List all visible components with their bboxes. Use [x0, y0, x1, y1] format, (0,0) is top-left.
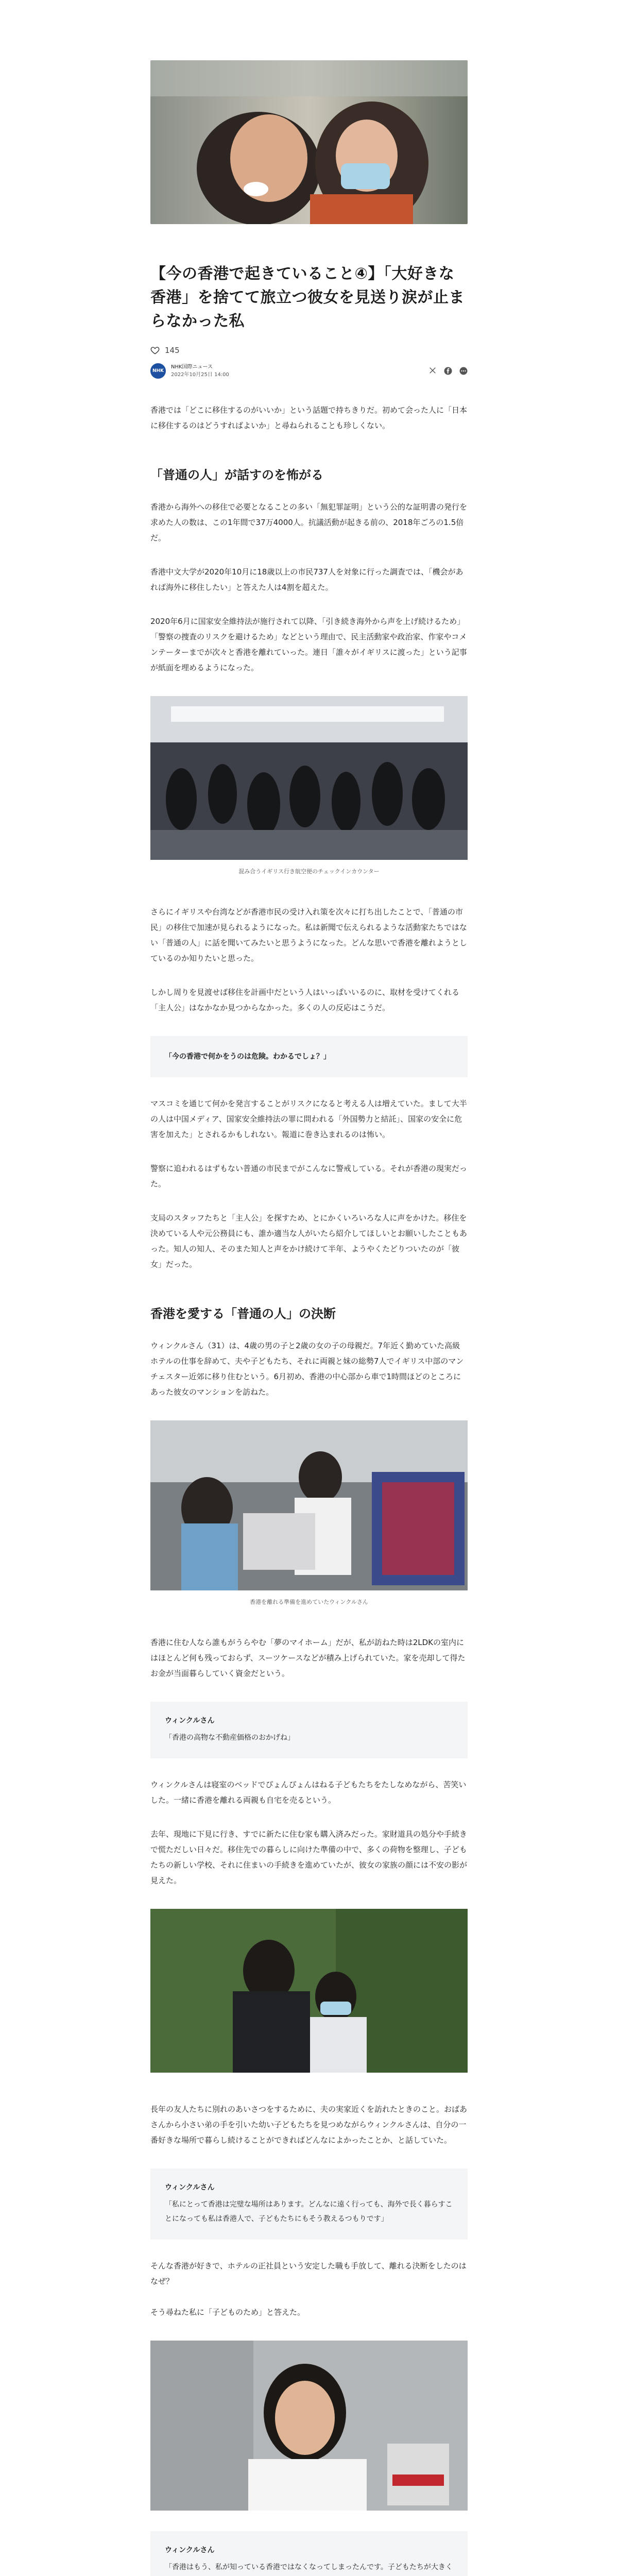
quote-speaker: ウィンクルさん [165, 2546, 215, 2554]
paragraph: 香港中文大学が2020年10月に18歳以上の市民737人を対象に行った調査では、「機会があれば海外に移住したい」と答えた人は4割を超えた。 [150, 567, 464, 592]
paragraph: 警察に追われるはずもない普通の市民までがこんなに警戒している。それが香港の現実だった。 [150, 1164, 468, 1189]
like-area[interactable] [150, 346, 468, 355]
quote-text: 「香港の高物な不動産価格のおかげね」 [165, 1734, 295, 1742]
photo-caption: 香港を離れる準備を進めていたウィンクルさん [250, 1599, 368, 1605]
paragraph: しかし周りを見渡せば移住を計画中だという人はいっぱいいるのに、取材を受けてくれる「主人公」はなかなか見つからなかった。多くの人の反応はこうだ。 [150, 988, 460, 1012]
quote-speaker: ウィンクルさん [165, 1717, 215, 1725]
heart-icon[interactable] [150, 346, 160, 355]
paragraph: 去年、現地に下見に行き、すでに新たに住む家も購入済みだった。家財道具の処分や手続きで慌ただしい日々だ。移住先での暮らしに向けた準備の中で、多くの荷物を整理し、子どもたちの新しい学校、それに住まいの手続きを進めていたが、彼女の家族の顔には不安の影が見えた。 [150, 1829, 468, 1885]
airport-photo [150, 696, 468, 860]
paragraph: そう尋ねた私に「子どものため」と答えた。 [150, 2308, 305, 2317]
hero-photo-illustration [150, 60, 468, 224]
share-icons [428, 367, 468, 375]
more-share-icon[interactable] [459, 367, 468, 375]
author-name[interactable]: NHK国際ニュース [171, 364, 213, 370]
avatar-icon[interactable]: NHK [150, 363, 166, 379]
interview-photo [150, 2341, 468, 2511]
article [150, 0, 468, 2576]
quote-speaker: ウィンクルさん [165, 2183, 215, 2192]
quote-box [150, 1702, 468, 1758]
quote-box [150, 2531, 468, 2576]
paragraph: ウィンクルさん（31）は、4歳の男の子と2歳の女の子の母親だ。7年近く勤めていた高級ホテルの仕事を辞めて、夫や子どもたち、それに両親と妹の総勢7人でイギリス中部のマンチェスター近郊に移り住むという。6月初め、香港の中心部から車で1時間ほどのところにあった彼女のマンションを訪ねた。 [150, 1341, 464, 1397]
facebook-share-icon[interactable] [444, 367, 452, 375]
family-photo [150, 1909, 468, 2073]
quote-box [150, 2168, 468, 2240]
paragraph: そんな香港が好きで、ホテルの正社員という安定した職も手放して、離れる決断をしたのはなぜ？ [150, 2261, 467, 2286]
publish-date: 2022年10月25日 14:00 [171, 372, 229, 378]
author-row [150, 363, 468, 379]
packing-photo [150, 1420, 468, 1590]
intro-paragraph: 香港では「どこに移住するのがいいか」という話題で持ちきりだ。初めて会った人に「日本に移住するのはどうすればよいか」と尋ねられることも珍しくない。 [150, 405, 468, 430]
paragraph: 2020年6月に国家安全維持法が施行されて以降、「引き続き海外から声を上げ続けるため」「警察の捜査のリスクを避けるため」などという理由で、民主活動家や政治家、作家やコメンテーターまでが次々と香港を離れていった。連日「誰々がイギリスに渡った」という記事が紙面を埋めるようになった。 [150, 617, 467, 672]
author-meta [171, 363, 229, 379]
paragraph: 香港に住む人なら誰もがうらやむ「夢のマイホーム」だが、私が訪ねた時は2LDKの室内にはほとんど何も残っておらず、スーツケースなどが積み上げられていた。家を売却して得たお金が当面暮らしていく資金だという。 [150, 1638, 466, 1678]
quote-text: 「私にとって香港は完璧な場所はあります。どんなに遠く行っても、海外で長く暮らすことになっても私は香港人で、子どもたちにもそう教えるつもりです」 [165, 2200, 453, 2223]
hero-image [150, 60, 468, 224]
paragraph: 香港から海外への移住で必要となることの多い「無犯罪証明」という公的な証明書の発行を求めた人の数は、この1年間で37万4000人。抗議活動が起きる前の、2018年ごろの1.5倍だ。 [150, 502, 468, 543]
quote-text: 「香港はもう、私が知っている香港ではなくなってしまったんです。子どもたちが大きく [165, 2563, 453, 2571]
section1-heading: 「普通の人」が話すのを怖がる [150, 468, 323, 482]
paragraph: 支局のスタッフたちと「主人公」を探すため、とにかくいろいろな人に声をかけた。移住を決めている人や元公務員にも、誰か適当な人がいたら紹介してほしいとお願いしたこともあった。知人の知人、そのまた知人と声をかけ続けて半年、ようやくたどりついたのが「彼女」だった。 [150, 1213, 468, 1269]
quote-text: 「今の香港で何かをうのは危険。わかるでしょ？」 [165, 1053, 331, 1061]
photo-caption: 混み合うイギリス行き航空便のチェックインカウンター [238, 868, 380, 875]
paragraph: マスコミを通じて何かを発言することがリスクになると考える人は増えていた。まして大半の人は中国メディア、国家安全維持法の罪に問われる「外国勢力と結託」、国家の安全に危害を加えた」とされるかもしれない。報道に巻き込まれるのは怖い。 [150, 1099, 467, 1139]
section2-heading: 香港を愛する「普通の人」の決断 [150, 1307, 336, 1321]
paragraph: ウィンクルさんは寝室のベッドでぴょんぴょんはねる子どもたちをたしなめながら、苦笑いした。一緒に香港を離れる両親も自宅を売るという。 [150, 1780, 467, 1805]
x-share-icon[interactable] [428, 367, 437, 375]
paragraph: さらにイギリスや台湾などが香港市民の受け入れ策を次々に打ち出したことで、「普通の市民」の移住で加速が見られるようになった。私は新聞で伝えられるような活動家たちではない「普通の人」に話を聞いてみたいと思うようになった。どんな思いで香港を離れようとしているのか知りたいと思った。 [150, 907, 468, 963]
quote-box [150, 1036, 468, 1077]
paragraph: 長年の友人たちに別れのあいさつをするために、夫の実家近くを訪れたときのこと。おばあさんから小さい弟の手を引いた幼い子どもたちを見つめながらウィンクルさんは、自分の一番好きな場所で暮らし続けることができればどんなによかったことか、と話していた。 [150, 2105, 468, 2145]
article-title: 【今の香港で起きていること④】「大好きな香港」を捨てて旅立つ彼女を見送り涙が止まらなかった私 [150, 265, 465, 330]
like-count: 145 [165, 346, 180, 355]
